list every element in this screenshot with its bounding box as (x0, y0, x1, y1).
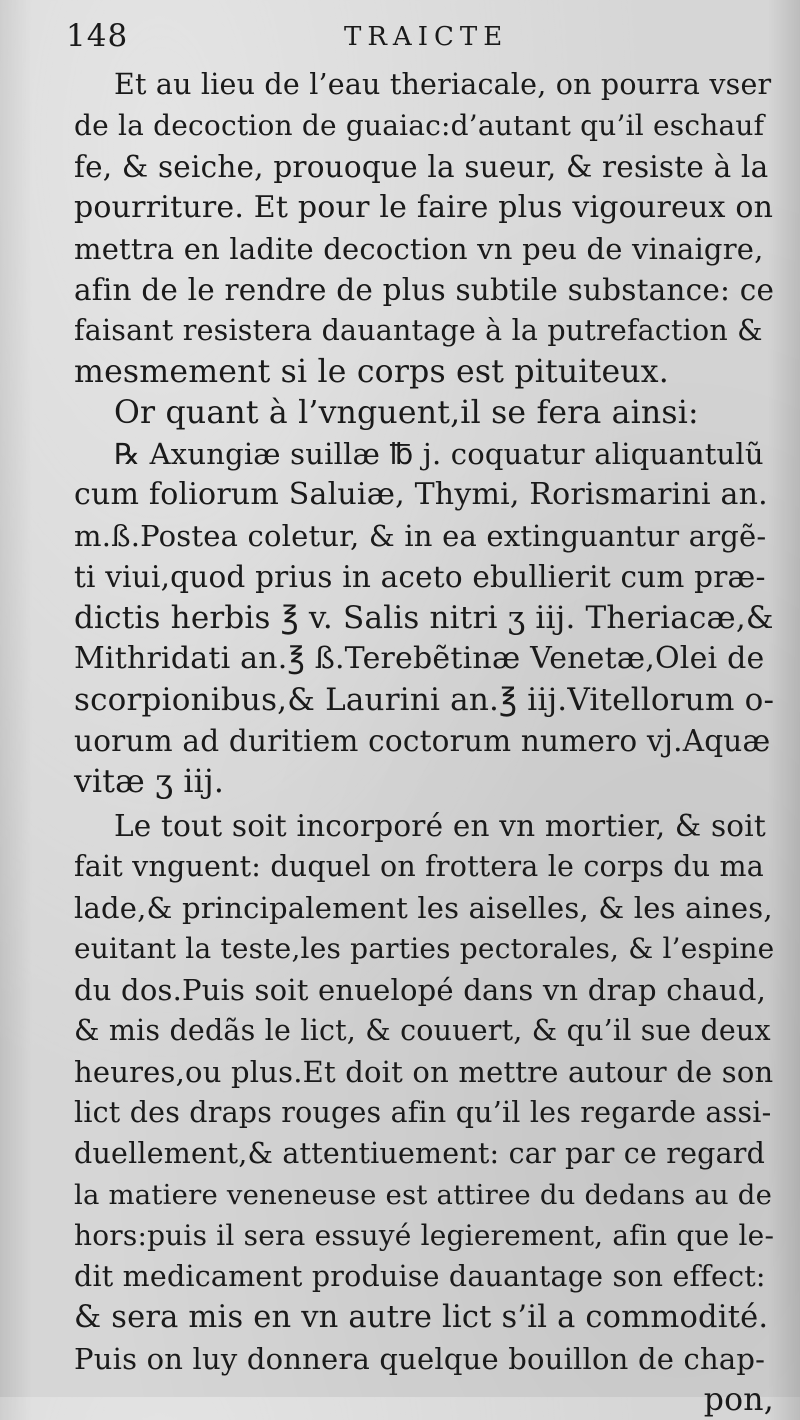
text-line: cum foliorum Saluiæ, Thymi, Rorismarini an. (74, 477, 768, 512)
text-line: Or quant à l’vnguent,il se fera ainsi: (114, 395, 699, 431)
text-line: & sera mis en vn autre lict s’il a commodité. (74, 1300, 769, 1335)
text-line: vitæ ʒ iij. (74, 764, 225, 800)
text-line: la matiere veneneuse est attiree du dedans au de (74, 1179, 773, 1211)
text-line: hors:puis il sera essuyé legierement, afin que le- (74, 1219, 775, 1252)
text-line: lict des draps rouges afin qu’il les regarde assi- (74, 1096, 772, 1129)
text-line: duellement,& attentiuement: car par ce regard (74, 1137, 766, 1170)
text-line: heures,ou plus.Et doit on mettre autour de son (74, 1055, 774, 1089)
text-line: dit medicament produise dauantage son effect: (74, 1260, 766, 1293)
text-line: & mis dedãs le lict, & couuert, & qu’il sue deux (74, 1014, 771, 1047)
text-line: de la decoction de guaiac:d’autant qu’il eschauf (74, 109, 765, 142)
text-line: fait vnguent: duquel on frottera le corps du ma (74, 850, 764, 883)
text-line: du dos.Puis soit enuelopé dans vn drap chaud, (74, 973, 767, 1007)
text-line: Puis on luy donnera quelque bouillon de chap- (74, 1342, 766, 1376)
text-line: fe, & seiche, prouoque la sueur, & resiste à la (74, 150, 769, 184)
running-title: TRAICTE (344, 22, 509, 52)
text-line: dictis herbis ℥ v. Salis nitri ʒ iij. Theriacæ,& (74, 600, 774, 636)
text-line: Le tout soit incorporé en vn mortier, & soit (114, 809, 766, 843)
text-line: afin de le rendre de plus subtile substance: ce (74, 273, 775, 307)
text-line: lade,& principalement les aiselles, & les aines, (74, 891, 773, 925)
catchword-line: pon, (703, 1382, 774, 1418)
text-line: uorum ad duritiem coctorum numero vj.Aquæ (74, 724, 771, 758)
text-line: ℞ Axungiæ suillæ ℔ j. coquatur aliquantulũ (114, 437, 764, 471)
text-line: euitant la teste,les parties pectorales, & l’espine (74, 932, 775, 965)
page-number: 148 (66, 18, 129, 54)
text-line: mettra en ladite decoction vn peu de vinaigre, (74, 232, 764, 266)
text-line: Et au lieu de l’eau theriacale, on pourra vser (114, 68, 772, 101)
text-line: scorpionibus,& Laurini an.℥ iij.Vitellorum o- (74, 682, 775, 718)
text-line: Mithridati an.℥ ß.Terebẽtinæ Venetæ,Olei de (74, 641, 765, 676)
text-line: ti viui,quod prius in aceto ebullierit cum præ- (74, 560, 766, 594)
text-line: pourriture. Et pour le faire plus vigoureux on (74, 190, 774, 225)
text-line: faisant resistera dauantage à la putrefaction & (74, 314, 763, 347)
page-header (66, 8, 786, 58)
text-line: mesmement si le corps est pituiteux. (74, 354, 669, 390)
text-line: m.ß.Postea coletur, & in ea extinguantur argẽ- (74, 519, 767, 553)
